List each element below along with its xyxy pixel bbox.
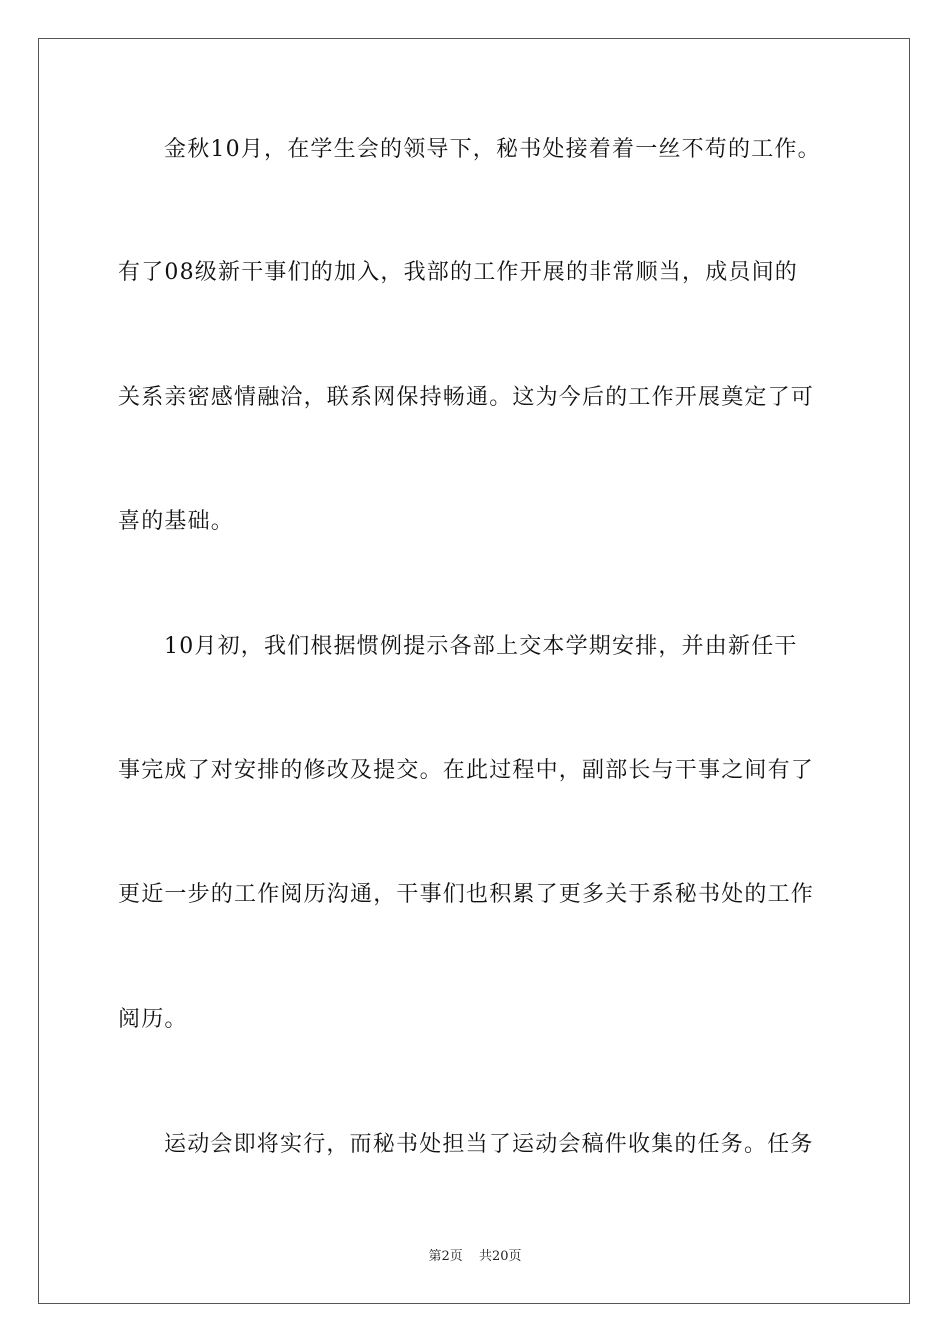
page-total: 共20页: [478, 1249, 522, 1264]
paragraph-1-line-3: 关系亲密感情融洽，联系网保持畅通。这为今后的工作开展奠定了可: [118, 385, 815, 410]
paragraph-2-line-3: 更近一步的工作阅历沟通，干事们也积累了更多关于系秘书处的工作: [118, 882, 815, 907]
page-footer: [0, 1245, 950, 1264]
paragraph-1-line-2: 有了08级新干事们的加入，我部的工作开展的非常顺当，成员间的: [118, 260, 798, 285]
paragraph-2-line-4: 阅历。: [118, 1007, 188, 1032]
page-frame: [38, 38, 910, 1304]
page-number: 第2页: [428, 1249, 463, 1264]
paragraph-1-line-4: 喜的基础。: [118, 509, 235, 534]
paragraph-2-line-1: 10月初，我们根据惯例提示各部上交本学期安排，并由新任干: [164, 634, 798, 659]
paragraph-2-line-2: 事完成了对安排的修改及提交。在此过程中，副部长与干事之间有了: [118, 758, 815, 783]
paragraph-1-line-1: 金秋10月，在学生会的领导下，秘书处接着着一丝不苟的工作。: [164, 137, 821, 162]
paragraph-3-line-1: 运动会即将实行，而秘书处担当了运动会稿件收集的任务。任务: [164, 1132, 814, 1157]
